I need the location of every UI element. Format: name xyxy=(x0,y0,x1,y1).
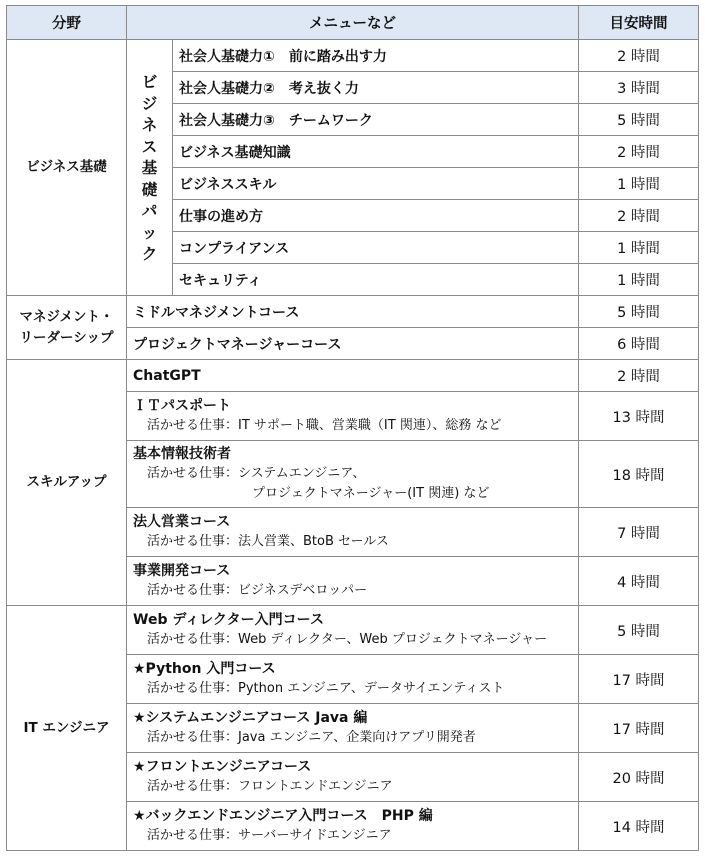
menu-title: コンプライアンス xyxy=(173,232,579,264)
hours-cell: 13 時間 xyxy=(579,392,699,441)
menu-subtitle: 活かせる仕事：Web ディレクター、Web プロジェクトマネージャー xyxy=(147,632,548,647)
menu-title: 仕事の進め方 xyxy=(173,200,579,232)
hours-cell: 17 時間 xyxy=(579,704,699,753)
hours-cell: 3 時間 xyxy=(579,72,699,104)
hours-cell: 20 時間 xyxy=(579,753,699,802)
menu-subtitle: 活かせる仕事：フロントエンドエンジニア xyxy=(147,779,393,794)
menu-title: ★フロントエンジニアコース xyxy=(133,759,312,775)
menu-title: ビジネス基礎知識 xyxy=(173,136,579,168)
menu-title: ビジネススキル xyxy=(173,168,579,200)
hours-cell: 6 時間 xyxy=(579,328,699,360)
menu-title: ★システムエンジニアコース Java 編 xyxy=(133,710,368,726)
menu-title: プロジェクトマネージャーコース xyxy=(127,328,579,360)
menu-subtitle: 活かせる仕事：IT サポート職、営業職（IT 関連）、総務 など xyxy=(147,418,502,433)
field-it: IT エンジニア xyxy=(7,606,127,851)
field-management-line1: マネジメント・ xyxy=(19,308,114,325)
menu-cell xyxy=(127,753,579,802)
hours-cell: 5 時間 xyxy=(579,606,699,655)
menu-subtitle: 活かせる仕事：法人営業、BtoB セールス xyxy=(147,534,389,549)
pack-char: ネ xyxy=(141,116,158,134)
menu-cell xyxy=(127,802,579,851)
menu-title: ＩＴパスポート xyxy=(133,398,231,414)
menu-cell xyxy=(127,508,579,557)
header-field: 分野 xyxy=(7,6,127,40)
menu-cell xyxy=(127,441,579,508)
hours-cell: 1 時間 xyxy=(579,264,699,296)
menu-subtitle: 活かせる仕事：Python エンジニア、データサイエンティスト xyxy=(147,681,505,696)
menu-title: セキュリティ xyxy=(173,264,579,296)
field-skillup: スキルアップ xyxy=(7,360,127,606)
hours-cell: 5 時間 xyxy=(579,296,699,328)
menu-subtitle: 活かせる仕事：ビジネスデベロッパー xyxy=(147,583,368,598)
menu-subtitle: 活かせる仕事：システムエンジニア、 xyxy=(147,466,366,481)
menu-cell xyxy=(127,704,579,753)
hours-cell: 18 時間 xyxy=(579,441,699,508)
menu-title: ミドルマネジメントコース xyxy=(127,296,579,328)
pack-label xyxy=(127,40,173,296)
field-management-line2: リーダーシップ xyxy=(19,329,114,346)
header-hours: 目安時間 xyxy=(579,6,699,40)
menu-subtitle-cont: プロジェクトマネージャー(IT 関連) など xyxy=(252,486,490,501)
table-row xyxy=(7,296,699,328)
menu-title: ★Python 入門コース xyxy=(133,661,276,677)
hours-cell: 7 時間 xyxy=(579,508,699,557)
menu-subtitle: 活かせる仕事：サーバーサイドエンジニア xyxy=(147,828,392,843)
hours-cell: 14 時間 xyxy=(579,802,699,851)
menu-cell xyxy=(127,392,579,441)
table-row xyxy=(7,606,699,655)
menu-subtitle: 活かせる仕事：Java エンジニア、企業向けアプリ開発者 xyxy=(147,730,476,745)
field-management xyxy=(7,296,127,360)
menu-cell xyxy=(127,606,579,655)
menu-title: Web ディレクター入門コース xyxy=(133,612,324,628)
menu-cell xyxy=(127,655,579,704)
hours-cell: 17 時間 xyxy=(579,655,699,704)
pack-char: パ xyxy=(141,202,158,220)
pack-char: ス xyxy=(141,137,158,156)
menu-title: 社会人基礎力② 考え抜く力 xyxy=(173,72,579,104)
pack-char: 礎 xyxy=(141,180,158,199)
menu-cell xyxy=(127,557,579,606)
pack-char: ク xyxy=(141,245,158,263)
menu-title: 基本情報技術者 xyxy=(133,446,231,462)
menu-title: 事業開発コース xyxy=(133,563,231,579)
menu-title: 社会人基礎力① 前に踏み出す力 xyxy=(173,40,579,72)
hours-cell: 1 時間 xyxy=(579,232,699,264)
menu-title: 法人営業コース xyxy=(133,514,231,530)
course-table xyxy=(6,5,699,851)
header-row xyxy=(7,6,699,40)
pack-char: ビ xyxy=(141,73,158,91)
pack-char: ッ xyxy=(141,223,158,242)
pack-char: ジ xyxy=(141,94,158,113)
menu-title: ★バックエンドエンジニア入門コース PHP 編 xyxy=(133,808,433,824)
menu-title: 社会人基礎力③ チームワーク xyxy=(173,104,579,136)
pack-char: 基 xyxy=(141,159,158,177)
hours-cell: 2 時間 xyxy=(579,136,699,168)
field-business: ビジネス基礎 xyxy=(7,40,127,296)
hours-cell: 2 時間 xyxy=(579,40,699,72)
menu-title: ChatGPT xyxy=(127,360,579,392)
hours-cell: 2 時間 xyxy=(579,200,699,232)
hours-cell: 5 時間 xyxy=(579,104,699,136)
hours-cell: 2 時間 xyxy=(579,360,699,392)
table-row xyxy=(7,40,699,72)
hours-cell: 1 時間 xyxy=(579,168,699,200)
hours-cell: 4 時間 xyxy=(579,557,699,606)
table-row xyxy=(7,360,699,392)
header-menu: メニューなど xyxy=(127,6,579,40)
